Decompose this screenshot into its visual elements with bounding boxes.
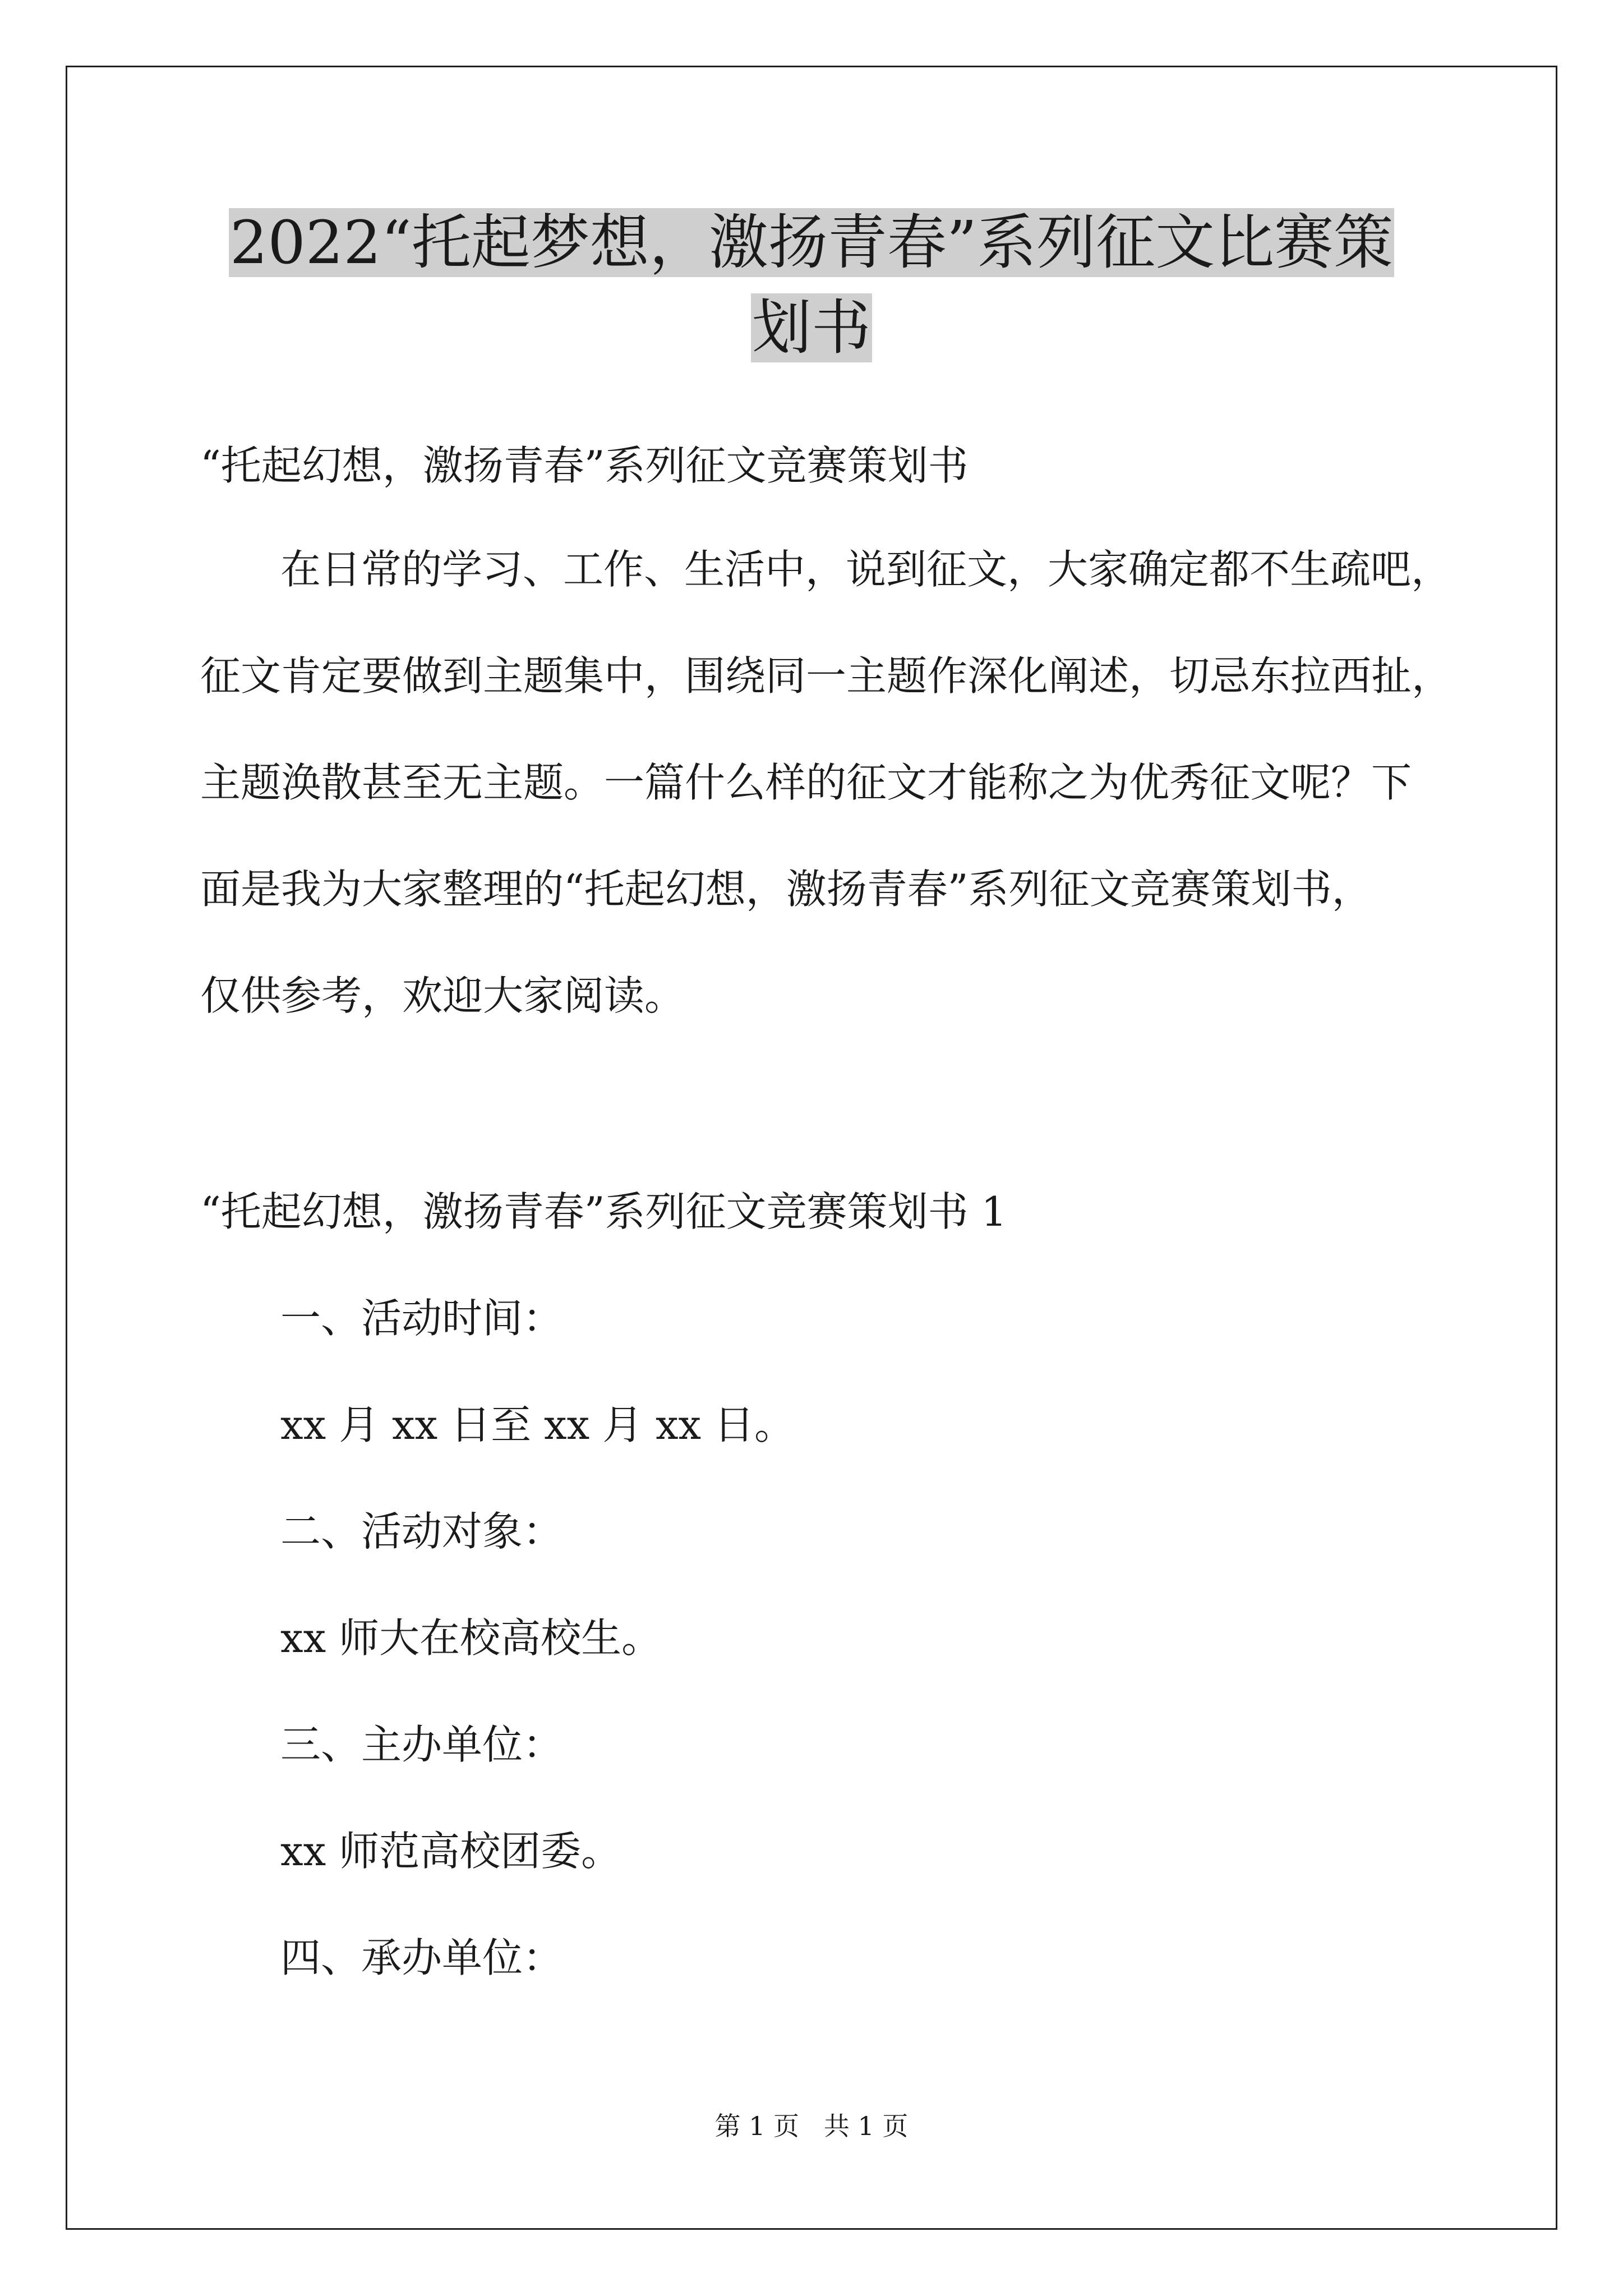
item-activity-time-value: xx 月 xx 日至 xx 月 xx 日。 [280, 1401, 795, 1448]
item-host-heading: 四、承办单位： [280, 1934, 564, 1981]
section-heading: “托起幻想，激扬青春”系列征文竞赛策划书 1 [200, 1188, 1007, 1235]
item-organizer-heading: 三、主办单位： [280, 1721, 564, 1768]
item-organizer-value: xx 师范高校团委。 [280, 1828, 622, 1875]
intro-line-5: 仅供参考，欢迎大家阅读。 [200, 972, 685, 1019]
title-highlight-2: 划书 [752, 293, 871, 362]
title-highlight-1: 2022“托起梦想，激扬青春”系列征文比赛策 [229, 208, 1394, 277]
subtitle: “托起幻想，激扬青春”系列征文竞赛策划书 [200, 442, 969, 489]
item-target-value: xx 师大在校高校生。 [280, 1614, 662, 1662]
document-title-line-1 [0, 201, 1623, 285]
item-target-heading: 二、活动对象： [280, 1508, 564, 1555]
document-title-line-2 [0, 286, 1623, 370]
intro-line-4: 面是我为大家整理的“托起幻想，激扬青春”系列征文竞赛策划书， [200, 866, 1372, 913]
intro-line-1: 在日常的学习、工作、生活中，说到征文，大家确定都不生疏吧， [280, 546, 1452, 593]
page-footer: 第 1 页 共 1 页 [714, 2111, 909, 2141]
intro-line-3: 主题涣散甚至无主题。一篇什么样的征文才能称之为优秀征文呢？下 [200, 759, 1412, 806]
item-activity-time-heading: 一、活动时间： [280, 1295, 564, 1342]
page-border [66, 66, 1557, 2230]
intro-line-2: 征文肯定要做到主题集中，围绕同一主题作深化阐述，切忌东拉西扯， [200, 652, 1453, 700]
